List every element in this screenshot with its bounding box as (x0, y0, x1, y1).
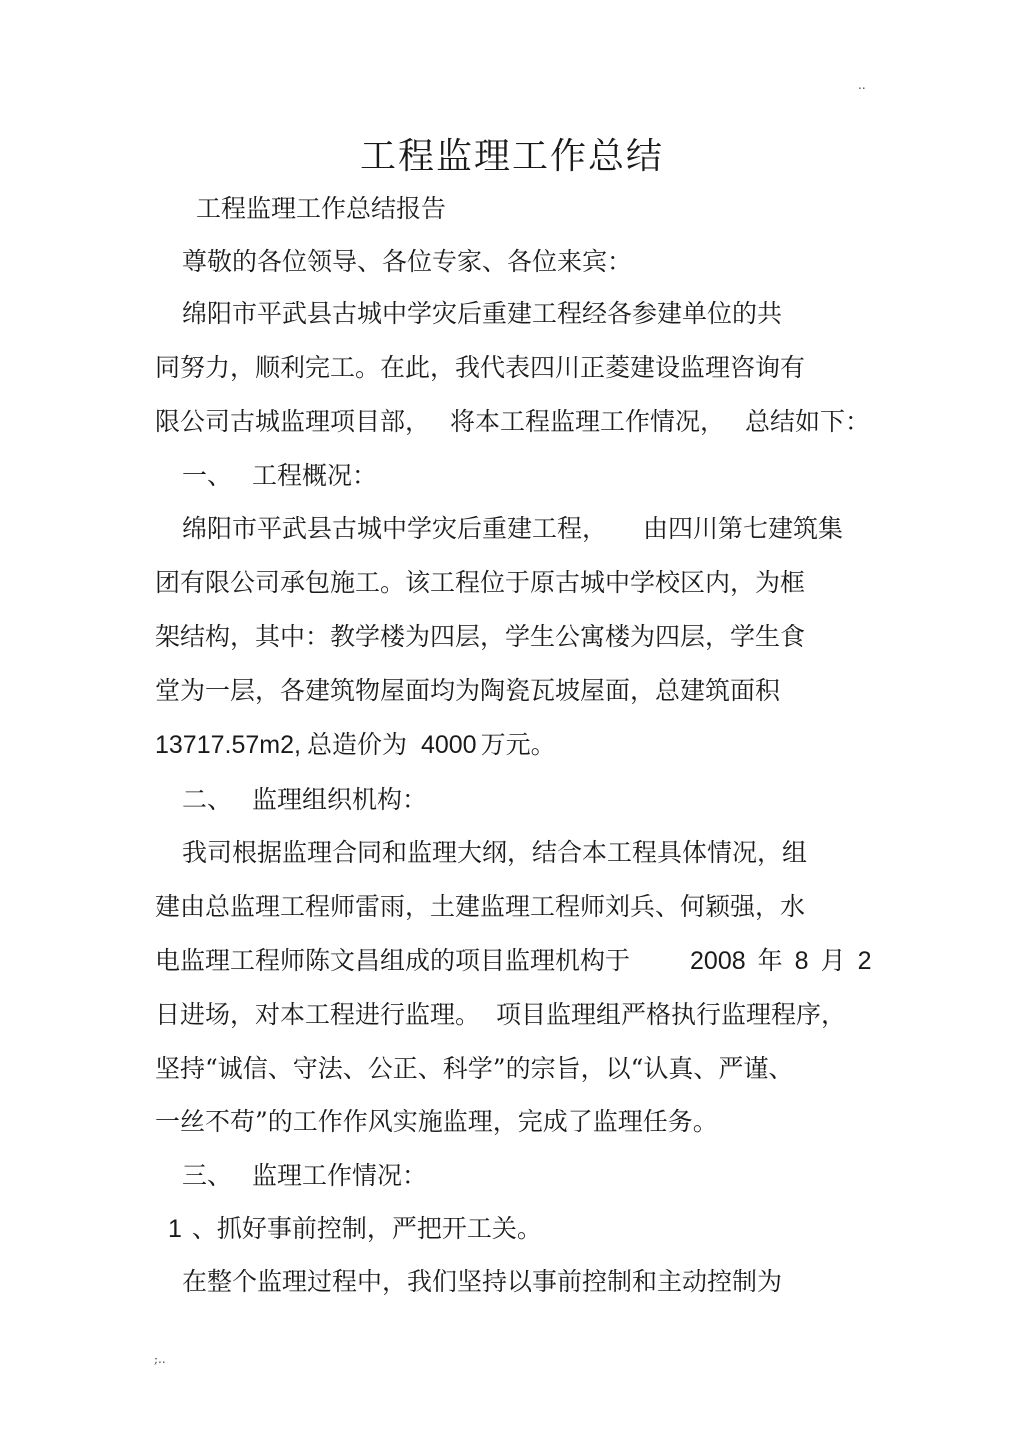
report-subtitle: 工程监理工作总结报告 (196, 194, 447, 223)
text-segment: 月 (820, 946, 846, 975)
body-line (155, 729, 556, 761)
body-line: 坚持“诚信、守法、公正、科学”的宗旨，以“认真、严谨、 (155, 1054, 794, 1083)
year-value: 2008 (690, 947, 746, 975)
body-line (155, 999, 846, 1031)
body-line: 架结构，其中：教学楼为四层，学生公寓楼为四层，学生食 (155, 622, 806, 651)
section-title: 工程概况： (252, 461, 378, 490)
body-line (182, 513, 843, 545)
text-segment: 项目监理组严格执行监理程序， (496, 1000, 847, 1029)
text-segment: 电监理工程师陈文昌组成的项目监理机构于 (155, 946, 631, 975)
section-title: 监理工作情况： (252, 1161, 428, 1190)
text-segment: 日进场，对本工程进行监理。 (155, 1000, 481, 1029)
section-heading (182, 1160, 427, 1192)
text-segment: 总结如下： (745, 407, 871, 436)
subsection-title: 、抓好事前控制，严把开工关。 (191, 1214, 542, 1243)
footer-mark: ;.. (154, 1352, 166, 1366)
section-number: 三、 (182, 1161, 233, 1190)
body-line: 团有限公司承包施工。该工程位于原古城中学校区内，为框 (155, 568, 806, 597)
text-segment: 将本工程监理工作情况， (450, 407, 726, 436)
body-line: 在整个监理过程中，我们坚持以事前控制和主动控制为 (182, 1267, 783, 1296)
month-value: 8 (794, 947, 809, 975)
section-number: 一、 (182, 461, 233, 490)
body-line: 一丝不苟”的工作作风实施监理，完成了监理任务。 (155, 1107, 718, 1136)
area-value: 13717.57m2, (155, 731, 301, 759)
cost-value: 4000 (420, 731, 477, 759)
text-segment: 由四川第七建筑集 (643, 514, 844, 543)
section-heading (182, 460, 377, 492)
text-segment: 年 (757, 946, 783, 975)
header-mark: .. (858, 78, 866, 92)
body-line (155, 406, 870, 438)
body-line: 绵阳市平武县古城中学灾后重建工程经各参建单位的共 (182, 299, 783, 328)
body-line (155, 945, 871, 977)
document-title: 工程监理工作总结 (359, 136, 664, 177)
body-line: 建由总监理工程师雷雨，土建监理工程师刘兵、何颖强，水 (155, 892, 806, 921)
section-heading (182, 784, 427, 816)
text-segment: 总造价为 (306, 730, 407, 759)
day-value: 2 (857, 947, 872, 975)
salutation: 尊敬的各位领导、各位专家、各位来宾： (182, 247, 633, 276)
subsection-heading (168, 1213, 542, 1245)
body-line: 堂为一层，各建筑物屋面均为陶瓷瓦坡屋面，总建筑面积 (155, 676, 781, 705)
section-title: 监理组织机构： (252, 785, 428, 814)
text-segment: 万元。 (480, 730, 556, 759)
text-segment: 限公司古城监理项目部， (155, 407, 431, 436)
section-number: 二、 (182, 785, 233, 814)
subsection-number: 1 (168, 1215, 182, 1243)
text-segment: 绵阳市平武县古城中学灾后重建工程， (182, 514, 608, 543)
body-line: 我司根据监理合同和监理大纲，结合本工程具体情况，组 (182, 838, 808, 867)
body-line: 同努力，顺利完工。在此，我代表四川正菱建设监理咨询有 (155, 353, 806, 382)
